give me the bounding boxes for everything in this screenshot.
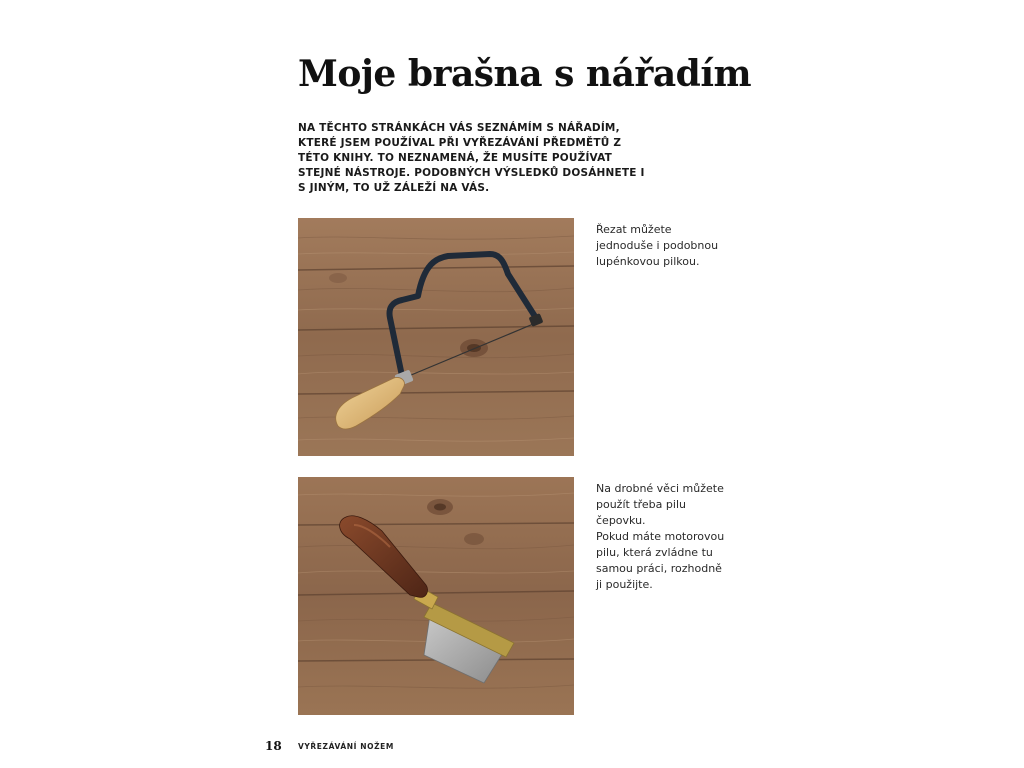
caption-line: Na drobné věci můžete použít třeba pilu čepovku. <box>596 482 724 527</box>
caption-line: Řezat můžete jednoduše i podobnou lupénkovou pilkou. <box>596 223 719 268</box>
running-title: VYŘEZÁVÁNÍ NOŽEM <box>298 741 394 751</box>
dovetail-saw-caption <box>596 481 731 593</box>
coping-saw-photo <box>298 218 574 456</box>
intro-paragraph: NA TĚCHTO STRÁNKÁCH VÁS SEZNÁMÍM S NÁŘADÍM, KTERÉ JSEM POUŽÍVAL PŘI VYŘEZÁVÁNÍ PŘEDMĚTŮ Z TÉTO KNIHY. TO NEZNAMENÁ, ŽE MUSÍTE POUŽÍVAT STEJNÉ NÁSTROJE. PODOBNÝCH VÝSLEDKŮ DOSÁHNETE I S JINÝM, TO UŽ ZÁLEŽÍ NA VÁS. <box>298 122 645 194</box>
page-title: Moje brašna s nářadím <box>298 53 752 95</box>
page-number: 18 <box>265 739 282 753</box>
page-footer <box>265 738 394 754</box>
coping-saw-caption <box>596 222 731 270</box>
dovetail-saw-photo <box>298 477 574 715</box>
caption-line: Pokud máte motorovou pilu, která zvládne tu samou práci, rozhodně ji použijte. <box>596 530 725 591</box>
